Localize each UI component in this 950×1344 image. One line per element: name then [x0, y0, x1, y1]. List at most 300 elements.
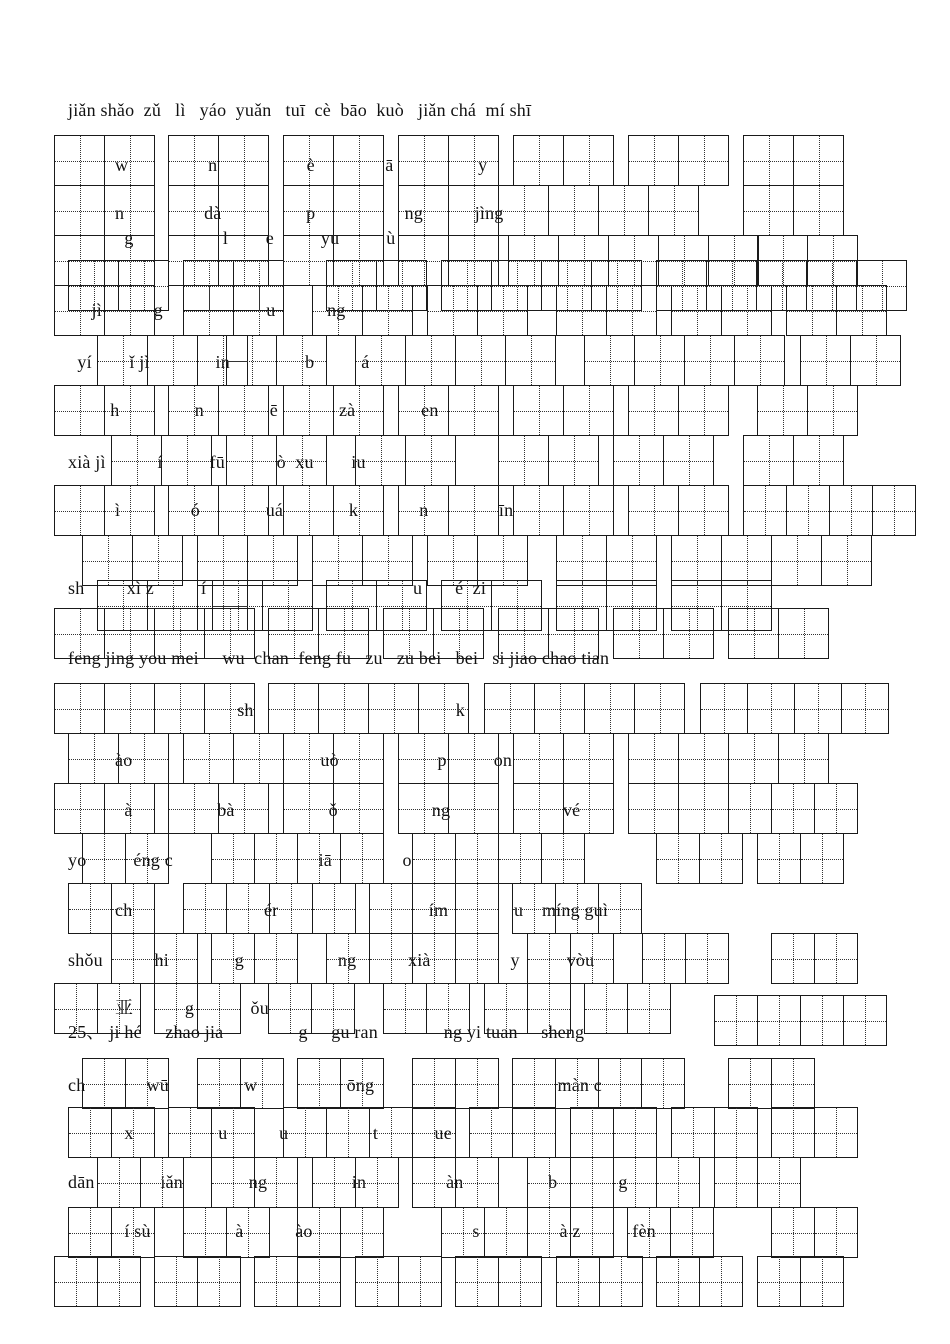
pinyin-line: ì ó uá k n īn	[68, 500, 514, 520]
writing-cell	[362, 535, 413, 586]
writing-cell	[628, 135, 679, 186]
writing-cell	[527, 1207, 571, 1258]
writing-cell	[54, 135, 105, 186]
writing-cell	[714, 1157, 758, 1208]
writing-cell	[104, 385, 155, 436]
writing-cell	[333, 485, 384, 536]
writing-cell	[663, 608, 714, 659]
pinyin-line: x u u t ue	[68, 1123, 452, 1143]
writing-cell	[312, 285, 363, 336]
writing-cell	[355, 335, 406, 386]
writing-cell	[218, 185, 269, 236]
writing-cell	[555, 1058, 599, 1109]
writing-cell	[448, 185, 499, 236]
writing-cell	[757, 995, 801, 1046]
writing-cell	[326, 933, 370, 984]
writing-cell	[598, 185, 649, 236]
writing-cell	[297, 1256, 341, 1307]
writing-cell	[97, 1157, 141, 1208]
writing-cell	[218, 385, 269, 436]
writing-cell	[700, 683, 748, 734]
writing-cell	[333, 733, 384, 784]
writing-cell	[498, 608, 549, 659]
writing-cell	[54, 783, 105, 834]
pinyin-line: yí ǐ jì in b á	[68, 352, 370, 372]
writing-cell	[455, 933, 499, 984]
writing-cell	[254, 933, 298, 984]
writing-cell	[743, 185, 794, 236]
writing-cell	[786, 485, 830, 536]
writing-cell	[814, 1107, 858, 1158]
writing-cell	[283, 185, 334, 236]
writing-cell	[613, 608, 664, 659]
writing-cell	[104, 683, 155, 734]
writing-cell	[734, 335, 785, 386]
writing-cell	[355, 1157, 399, 1208]
writing-cell	[398, 385, 449, 436]
pinyin-line: ch wū w ōng màn c	[68, 1075, 602, 1095]
writing-cell	[368, 683, 419, 734]
writing-cell	[498, 833, 542, 884]
writing-cell	[477, 535, 528, 586]
writing-cell	[721, 285, 772, 336]
writing-cell	[283, 783, 334, 834]
writing-cell	[54, 608, 105, 659]
writing-cell	[721, 535, 772, 586]
writing-cell	[800, 995, 844, 1046]
writing-cell	[757, 833, 801, 884]
writing-cell	[448, 485, 499, 536]
pinyin-line: jiǎn shǎo zǔ lì yáo yuǎn tuī cè bāo kuò jiǎn chá mí shī	[68, 100, 532, 120]
writing-cell	[821, 535, 872, 586]
writing-cell	[125, 1058, 169, 1109]
writing-cell	[97, 983, 141, 1034]
writing-cell	[793, 135, 844, 186]
writing-cell	[563, 135, 614, 186]
writing-cell	[154, 683, 205, 734]
writing-cell	[598, 1058, 642, 1109]
writing-cell	[512, 1058, 556, 1109]
writing-cell	[297, 833, 341, 884]
writing-cell	[398, 135, 449, 186]
writing-cell	[369, 883, 413, 934]
writing-cell	[111, 933, 155, 984]
writing-cell	[771, 783, 815, 834]
writing-cell	[678, 783, 729, 834]
writing-cell	[606, 285, 657, 336]
writing-cell	[484, 683, 535, 734]
writing-cell	[268, 983, 312, 1034]
writing-cell	[771, 535, 822, 586]
writing-cell	[398, 1256, 442, 1307]
writing-cell	[814, 933, 858, 984]
writing-cell	[794, 683, 842, 734]
writing-cell	[771, 1207, 815, 1258]
writing-cell	[312, 883, 356, 934]
writing-cell	[699, 1256, 743, 1307]
writing-cell	[254, 1256, 298, 1307]
writing-cell	[505, 335, 556, 386]
writing-cell	[211, 833, 255, 884]
writing-cell	[455, 335, 506, 386]
writing-cell	[556, 1256, 600, 1307]
writing-cell	[412, 833, 456, 884]
writing-cell	[786, 285, 837, 336]
writing-cell	[584, 335, 635, 386]
pinyin-line: sh k	[68, 700, 465, 720]
writing-cell	[671, 1107, 715, 1158]
writing-cell	[498, 185, 549, 236]
writing-cell	[570, 1207, 614, 1258]
writing-cell	[412, 883, 456, 934]
pinyin-line: í sù à ào s à z fèn	[68, 1221, 656, 1241]
writing-cell	[512, 1107, 556, 1158]
writing-cell	[147, 335, 198, 386]
writing-cell	[383, 608, 434, 659]
writing-cell	[211, 1107, 255, 1158]
writing-cell	[548, 435, 599, 486]
writing-cell	[656, 1256, 700, 1307]
writing-cell	[563, 733, 614, 784]
writing-cell	[398, 185, 449, 236]
writing-cell	[97, 1256, 141, 1307]
pinyin-line: g l e yu ù	[68, 228, 396, 248]
writing-cell	[555, 883, 599, 934]
writing-cell	[513, 385, 564, 436]
writing-cell	[197, 1058, 241, 1109]
writing-cell	[642, 933, 686, 984]
writing-cell	[183, 883, 227, 934]
writing-cell	[111, 1107, 155, 1158]
pinyin-line: w n è ā y	[68, 155, 488, 175]
writing-cell	[183, 1207, 227, 1258]
writing-cell	[168, 185, 219, 236]
writing-cell	[778, 733, 829, 784]
writing-cell	[793, 435, 844, 486]
writing-cell	[634, 335, 685, 386]
writing-cell	[54, 185, 105, 236]
writing-cell	[678, 485, 729, 536]
writing-cell	[154, 608, 205, 659]
pinyin-line: ào uò p on	[68, 750, 513, 770]
writing-cell	[311, 983, 355, 1034]
writing-cell	[685, 933, 729, 984]
writing-cell	[570, 933, 614, 984]
writing-cell	[513, 135, 564, 186]
writing-cell	[54, 285, 105, 336]
writing-cell	[455, 1157, 499, 1208]
writing-cell	[362, 285, 413, 336]
writing-cell	[326, 1107, 370, 1158]
writing-cell	[513, 733, 564, 784]
writing-cell	[771, 933, 815, 984]
writing-cell	[154, 933, 198, 984]
writing-cell	[233, 285, 284, 336]
writing-cell	[628, 733, 679, 784]
writing-cell	[814, 1207, 858, 1258]
writing-cell	[276, 335, 327, 386]
writing-cell	[747, 683, 795, 734]
writing-cell	[218, 783, 269, 834]
writing-cell	[613, 1157, 657, 1208]
writing-cell	[570, 1107, 614, 1158]
writing-cell	[68, 883, 112, 934]
writing-cell	[318, 608, 369, 659]
writing-cell	[233, 733, 284, 784]
writing-cell	[613, 1107, 657, 1158]
writing-cell	[398, 485, 449, 536]
writing-cell	[757, 1256, 801, 1307]
writing-cell	[111, 1207, 155, 1258]
writing-cell	[728, 733, 779, 784]
writing-cell	[226, 883, 270, 934]
writing-cell	[455, 883, 499, 934]
writing-cell	[333, 135, 384, 186]
writing-cell	[154, 1256, 198, 1307]
writing-cell	[333, 385, 384, 436]
writing-cell	[333, 783, 384, 834]
writing-cell	[678, 385, 729, 436]
writing-cell	[628, 783, 679, 834]
writing-cell	[54, 983, 98, 1034]
writing-cell	[405, 335, 456, 386]
writing-cell	[125, 833, 169, 884]
pinyin-line: à bà ǒ ng vé	[68, 800, 581, 820]
writing-cell	[836, 285, 887, 336]
writing-cell	[455, 1058, 499, 1109]
writing-cell	[757, 385, 808, 436]
pinyin-line: jì g u ng	[68, 300, 346, 320]
writing-cell	[678, 733, 729, 784]
writing-cell	[412, 1058, 456, 1109]
writing-cell	[183, 733, 234, 784]
writing-cell	[369, 933, 413, 984]
writing-cell	[283, 485, 334, 536]
writing-cell	[204, 683, 255, 734]
writing-cell	[455, 833, 499, 884]
writing-cell	[793, 185, 844, 236]
writing-cell	[699, 833, 743, 884]
writing-cell	[54, 683, 105, 734]
writing-cell	[627, 1207, 671, 1258]
pinyin-line: 亚 g ǒu	[68, 998, 269, 1018]
writing-cell	[427, 285, 478, 336]
writing-cell	[800, 1256, 844, 1307]
writing-cell	[54, 385, 105, 436]
writing-cell	[283, 733, 334, 784]
writing-cell	[469, 1107, 513, 1158]
writing-cell	[68, 1207, 112, 1258]
writing-cell	[82, 1058, 126, 1109]
writing-cell	[541, 833, 585, 884]
writing-cell	[634, 683, 685, 734]
writing-cell	[355, 1256, 399, 1307]
pinyin-line: 25、 ji hé zhao jia g gu ran ng yi tuan sheng	[68, 1022, 585, 1042]
pinyin-line: h n ē zà en	[68, 400, 439, 420]
writing-cell	[268, 608, 319, 659]
writing-cell	[398, 783, 449, 834]
writing-cell	[254, 833, 298, 884]
writing-cell	[104, 485, 155, 536]
writing-cell	[714, 995, 758, 1046]
writing-cell	[283, 135, 334, 186]
writing-cell	[355, 435, 406, 486]
writing-cell	[111, 435, 162, 486]
writing-cell	[118, 733, 169, 784]
writing-cell	[850, 335, 901, 386]
writing-cell	[211, 933, 255, 984]
writing-cell	[771, 1107, 815, 1158]
writing-cell	[448, 135, 499, 186]
writing-cell	[628, 385, 679, 436]
writing-cell	[527, 1157, 571, 1208]
writing-cell	[484, 983, 528, 1034]
writing-cell	[226, 1207, 270, 1258]
writing-cell	[312, 1157, 356, 1208]
writing-cell	[455, 1256, 499, 1307]
writing-cell	[104, 783, 155, 834]
writing-cell	[297, 1058, 341, 1109]
writing-cell	[477, 285, 528, 336]
writing-cell	[318, 683, 369, 734]
writing-cell	[613, 435, 664, 486]
writing-cell	[814, 783, 858, 834]
writing-cell	[598, 883, 642, 934]
writing-cell	[771, 1058, 815, 1109]
writing-cell	[743, 435, 794, 486]
writing-cell	[68, 1107, 112, 1158]
writing-cell	[226, 435, 277, 486]
writing-cell	[484, 1207, 528, 1258]
writing-cell	[628, 485, 679, 536]
writing-cell	[426, 983, 470, 1034]
writing-cell	[427, 535, 478, 586]
pinyin-line: sh xì z í u é zi	[68, 578, 487, 598]
writing-cell	[671, 535, 722, 586]
writing-cell	[527, 933, 571, 984]
writing-cell	[254, 1157, 298, 1208]
writing-cell	[405, 435, 456, 486]
pinyin-line: ch ér ím u míng guì	[68, 900, 609, 920]
writing-cell	[534, 683, 585, 734]
writing-cell	[548, 185, 599, 236]
writing-cell	[269, 883, 313, 934]
writing-cell	[563, 783, 614, 834]
writing-cell	[584, 683, 635, 734]
writing-cell	[218, 135, 269, 186]
writing-cell	[448, 733, 499, 784]
writing-cell	[678, 135, 729, 186]
writing-cell	[218, 485, 269, 536]
writing-cell	[728, 1058, 772, 1109]
writing-cell	[570, 1157, 614, 1208]
writing-cell	[728, 783, 772, 834]
writing-cell	[656, 1157, 700, 1208]
writing-cell	[197, 1256, 241, 1307]
writing-cell	[340, 1207, 384, 1258]
pinyin-line: yo éng c iā o	[68, 850, 412, 870]
writing-cell	[829, 485, 873, 536]
writing-cell	[333, 185, 384, 236]
writing-cell	[197, 535, 248, 586]
writing-cell	[283, 385, 334, 436]
writing-cell	[161, 435, 212, 486]
writing-cell	[800, 833, 844, 884]
writing-cell	[843, 995, 887, 1046]
writing-cell	[841, 683, 889, 734]
writing-cell	[412, 1157, 456, 1208]
writing-cell	[433, 608, 484, 659]
writing-cell	[412, 933, 456, 984]
writing-cell	[340, 833, 384, 884]
writing-cell	[412, 1107, 456, 1158]
writing-cell	[498, 1256, 542, 1307]
writing-cell	[714, 1107, 758, 1158]
writing-cell	[268, 683, 319, 734]
writing-cell	[757, 1157, 801, 1208]
writing-cell	[671, 285, 722, 336]
writing-cell	[743, 485, 787, 536]
writing-cell	[448, 783, 499, 834]
writing-cell	[527, 983, 571, 1034]
writing-cell	[656, 833, 700, 884]
writing-cell	[104, 135, 155, 186]
writing-cell	[283, 1107, 327, 1158]
writing-cell	[82, 535, 133, 586]
writing-cell	[418, 683, 469, 734]
writing-cell	[383, 983, 427, 1034]
writing-cell	[104, 285, 155, 336]
writing-cell	[684, 335, 735, 386]
writing-cell	[276, 435, 327, 486]
writing-cell	[563, 385, 614, 436]
writing-cell	[599, 1256, 643, 1307]
writing-cell	[54, 485, 105, 536]
writing-cell	[513, 485, 564, 536]
writing-cell	[606, 535, 657, 586]
writing-cell	[441, 1207, 485, 1258]
writing-cell	[563, 485, 614, 536]
writing-cell	[211, 1157, 255, 1208]
pinyin-line: n dà p ng jìng	[68, 203, 504, 223]
writing-cell	[743, 135, 794, 186]
writing-cell	[556, 535, 607, 586]
writing-cell	[168, 783, 219, 834]
pinyin-line: feng jing you mei wu chan feng fu zu zu bei bei si jiao chao tian	[68, 648, 610, 668]
writing-cell	[663, 435, 714, 486]
writing-cell	[247, 535, 298, 586]
writing-cell	[513, 783, 564, 834]
writing-cell	[312, 535, 363, 586]
writing-cell	[82, 833, 126, 884]
writing-cell	[641, 1058, 685, 1109]
writing-cell	[728, 608, 779, 659]
pinyin-line: xià jì í fū ò xu iu	[68, 452, 366, 472]
writing-cell	[807, 385, 858, 436]
writing-cell	[340, 1058, 384, 1109]
writing-cell	[111, 883, 155, 934]
writing-cell	[498, 435, 549, 486]
writing-cell	[168, 385, 219, 436]
writing-cell	[104, 608, 155, 659]
writing-cell	[297, 1207, 341, 1258]
writing-cell	[800, 335, 851, 386]
pinyin-line: dān iǎn ng in àn b g	[68, 1172, 628, 1192]
pinyin-line: shǒu hi g ng xià y vòu	[68, 950, 595, 970]
writing-cell	[240, 1058, 284, 1109]
writing-cell	[670, 1207, 714, 1258]
writing-cell	[154, 983, 198, 1034]
